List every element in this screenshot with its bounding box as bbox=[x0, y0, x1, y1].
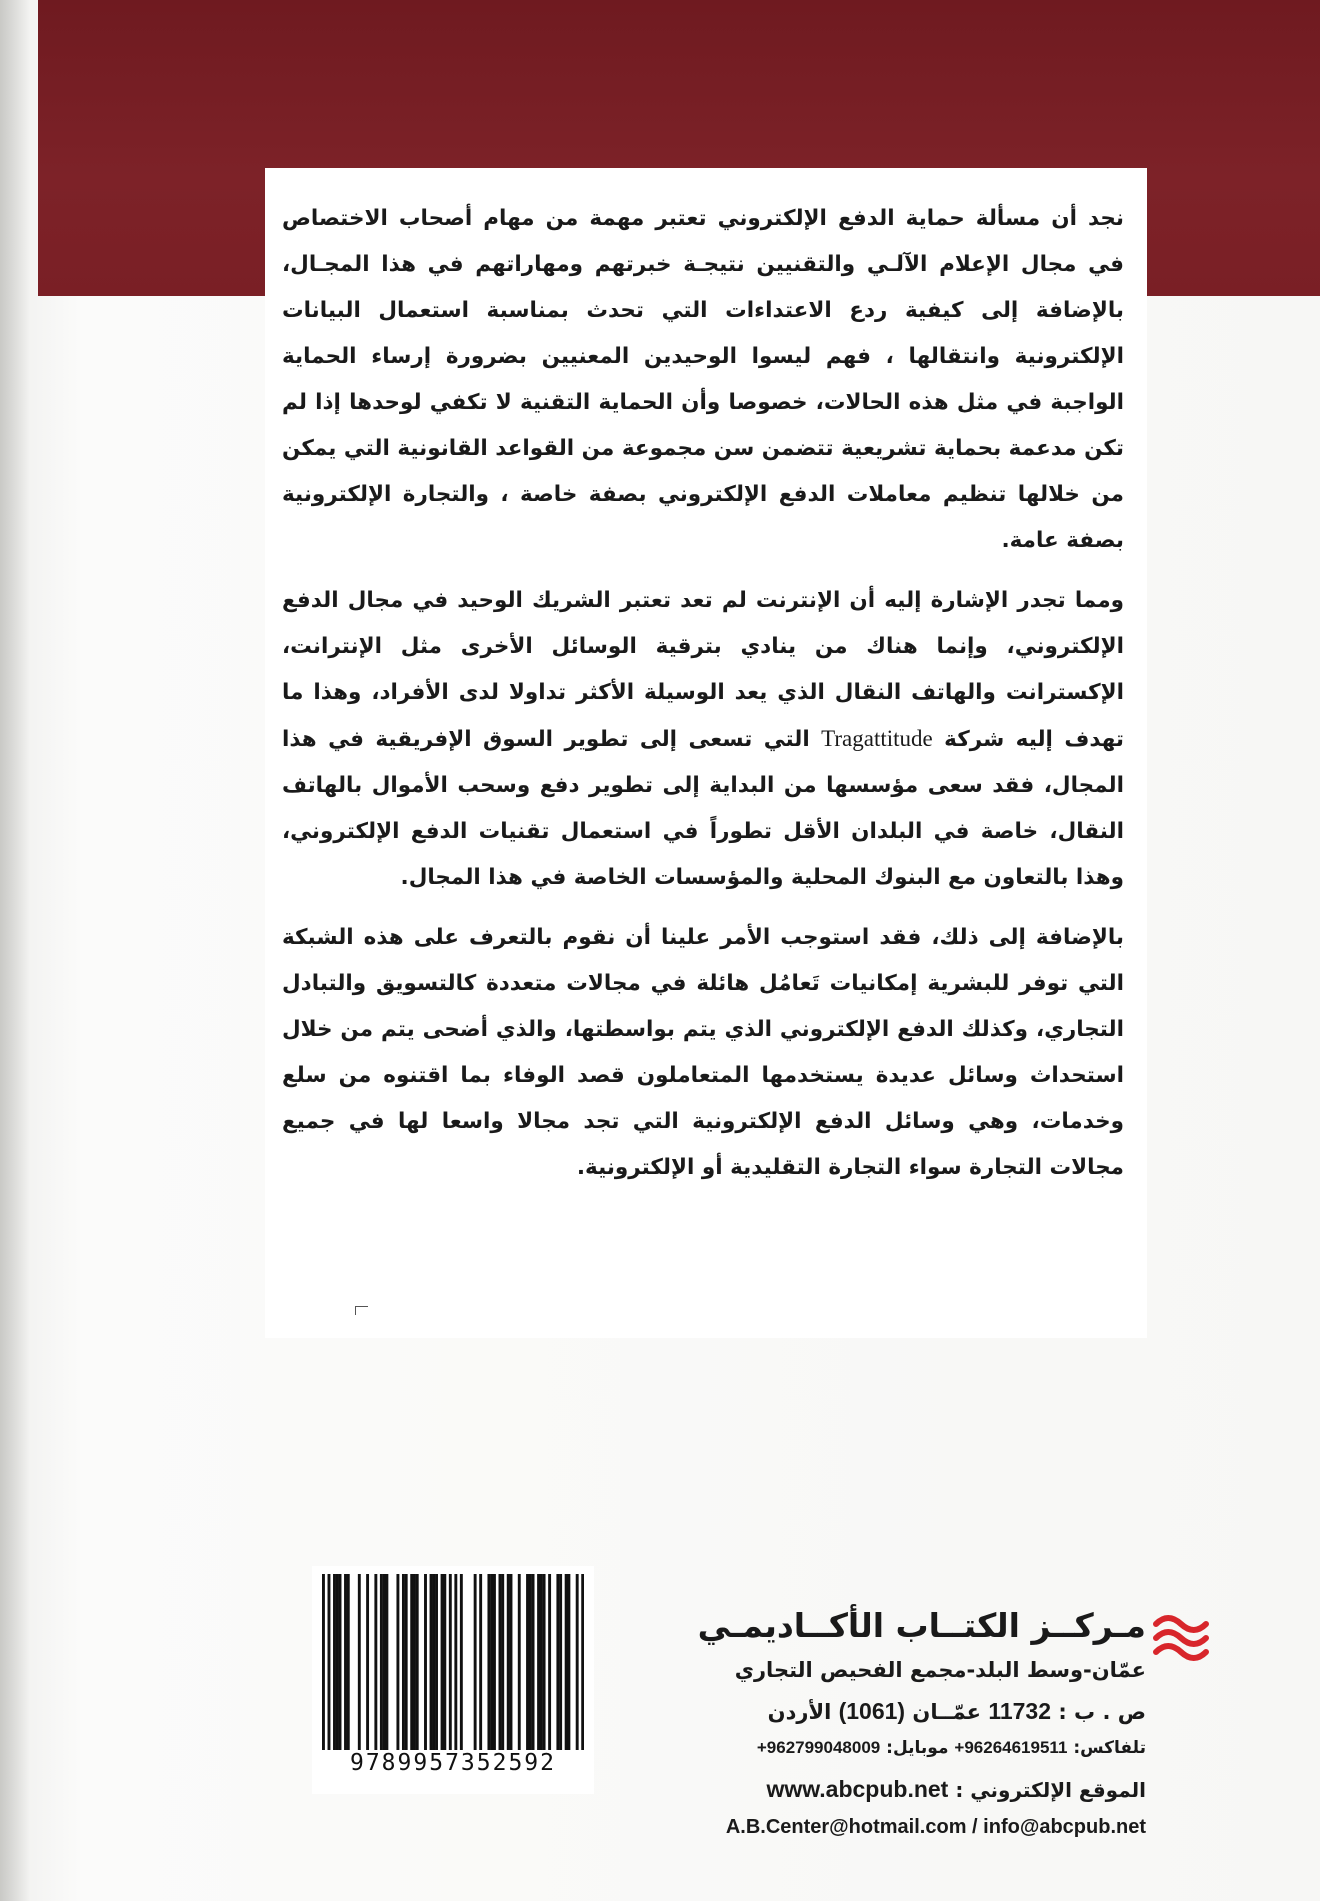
email-2: info@abcpub.net bbox=[983, 1816, 1146, 1838]
barcode-bar bbox=[405, 1574, 408, 1750]
publisher-phones: تلفاكس: +96264619511 موبايل: +962799048009 bbox=[756, 1738, 1146, 1758]
barcode-bar bbox=[347, 1574, 350, 1750]
barcode-bar bbox=[576, 1574, 579, 1750]
publisher-emails: A.B.Center@hotmail.com / info@abcpub.net bbox=[725, 1816, 1146, 1838]
barcode-bar bbox=[487, 1574, 490, 1750]
barcode-bar bbox=[396, 1574, 399, 1750]
barcode-bar bbox=[435, 1574, 438, 1750]
website-link: www.abcpub.net bbox=[766, 1776, 949, 1802]
barcode-bar bbox=[454, 1574, 457, 1750]
barcode-bar bbox=[540, 1574, 543, 1750]
publisher-name: مـركــز الكتــاب الأكــاديمـي bbox=[697, 1606, 1146, 1645]
barcode-bar bbox=[518, 1574, 521, 1750]
paragraph-3: بالإضافة إلى ذلك، فقد استوجب الأمر علينا أن نقوم بالتعرف على هذه الشبكة التي توفر للبشرية إمكانيات تَعامُل هائلة في مجالات متعددة كالتسويق والتبادل التجاري، وكذلك الدفع الإلكتروني الذي يتم بواسطتها، والذي أضحى يتم من خلال استحداث وسائل عديدة يستخدمها المتعاملون قصد الوفاء بما اقتنوه من سلع وخدمات، وهي وسائل الدفع الإلكترونية التي تجد مجالا واسعا لها في جميع مجالات التجارة سواء التجارة التقليدية أو الإلكترونية. bbox=[282, 925, 1124, 1180]
barcode-bar bbox=[501, 1574, 504, 1750]
barcode-bar bbox=[537, 1574, 540, 1750]
company-name: Tragattitude bbox=[821, 726, 933, 751]
corner-mark bbox=[355, 1306, 368, 1315]
barcode-bar bbox=[336, 1574, 339, 1750]
publisher-website: الموقع الإلكتروني : www.abcpub.net bbox=[766, 1776, 1146, 1802]
isbn-barcode bbox=[312, 1566, 594, 1794]
barcode-bar bbox=[416, 1574, 419, 1750]
barcode-bar bbox=[344, 1574, 347, 1750]
barcode-bar bbox=[432, 1574, 435, 1750]
barcode-bar bbox=[510, 1574, 513, 1750]
barcode-bar bbox=[556, 1574, 559, 1750]
barcode-bar bbox=[567, 1574, 570, 1750]
barcode-bar bbox=[328, 1574, 331, 1750]
blurb-text bbox=[282, 196, 1124, 1205]
barcode-bar bbox=[474, 1574, 477, 1750]
barcode-bar bbox=[548, 1574, 551, 1750]
barcode-bar bbox=[493, 1574, 496, 1750]
barcode-bar bbox=[529, 1574, 532, 1750]
barcode-bar bbox=[441, 1574, 444, 1750]
spine-shadow bbox=[0, 0, 30, 1901]
barcode-bar bbox=[383, 1574, 386, 1750]
barcode-bars bbox=[322, 1574, 584, 1750]
barcode-bar bbox=[413, 1574, 416, 1750]
barcode-bar bbox=[410, 1574, 413, 1750]
barcode-bar bbox=[366, 1574, 369, 1750]
email-1: A.B.Center@hotmail.com bbox=[725, 1816, 967, 1838]
barcode-bar bbox=[424, 1574, 427, 1750]
barcode-bar bbox=[490, 1574, 493, 1750]
barcode-bar bbox=[443, 1574, 446, 1750]
barcode-bar bbox=[449, 1574, 452, 1750]
barcode-bar bbox=[507, 1574, 510, 1750]
barcode-bar bbox=[526, 1574, 529, 1750]
barcode-bar bbox=[543, 1574, 546, 1750]
barcode-bar bbox=[358, 1574, 361, 1750]
barcode-bar bbox=[430, 1574, 433, 1750]
barcode-bar bbox=[460, 1574, 463, 1750]
barcode-bar bbox=[565, 1574, 568, 1750]
barcode-bar bbox=[402, 1574, 405, 1750]
waves-logo-icon bbox=[1152, 1610, 1210, 1662]
barcode-bar bbox=[581, 1574, 584, 1750]
barcode-bar bbox=[333, 1574, 336, 1750]
barcode-bar bbox=[339, 1574, 342, 1750]
barcode-bar bbox=[479, 1574, 482, 1750]
barcode-bar bbox=[559, 1574, 562, 1750]
paragraph-2: ومما تجدر الإشارة إليه أن الإنترنت لم تعد تعتبر الشريك الوحيد في مجال الدفع الإلكتروني، وإنما هناك من ينادي بترقية الوسائل الأخرى مثل الإنترانت، الإكسترانت والهاتف النقال الذي يعد الوسيلة الأكثر تداولا لدى الأفراد، وهذا ما تهدف إليه شركة Tragattitude التي تسعى إلى تطوير السوق الإفريقية في هذا المجال، فقد سعى مؤسسها من البداية إلى تطوير دفع وسحب الأموال بالهاتف النقال، خاصة في البلدان الأقل تطوراً في استعمال تقنيات الدفع الإلكتروني، وهذا بالتعاون مع البنوك المحلية والمؤسسات الخاصة في هذا المجال. bbox=[282, 588, 1125, 890]
barcode-bar bbox=[385, 1574, 388, 1750]
isbn-digits: 9789957352592 bbox=[349, 1750, 556, 1776]
publisher-pobox: ص . ب : 11732 عمّــان (1061) الأردن bbox=[767, 1698, 1146, 1724]
barcode-bar bbox=[499, 1574, 502, 1750]
barcode-bar bbox=[532, 1574, 535, 1750]
barcode-bar bbox=[322, 1574, 325, 1750]
publisher-address: عمّان-وسط البلد-مجمع الفحيص التجاري bbox=[734, 1658, 1146, 1682]
paragraph-1: نجد أن مسألة حماية الدفع الإلكتروني تعتبر مهمة من مهام أصحاب الاختصاص في مجال الإعلام الآلـي والتقنيين نتيجـة خبرتهم ومهاراتهم في هذا المجـال، بالإضافة إلى كيفية ردع الاعتداءات التي تحدث بمناسبة استعمال البيانات الإلكترونية وانتقالها ، فهم ليسوا الوحيدين المعنيين بضرورة إرساء الحماية الواجبة في مثل هذه الحالات، خصوصا وأن الحماية التقنية لا تكفي لوحدها إذا لم تكن مدعمة بحماية تشريعية تتضمن سن مجموعة من القواعد القانونية التي يمكن من خلالها تنظيم معاملات الدفع الإلكتروني بصفة خاصة ، والتجارة الإلكترونية بصفة عامة. bbox=[282, 206, 1124, 553]
barcode-bar bbox=[380, 1574, 383, 1750]
barcode-bar bbox=[374, 1574, 377, 1750]
